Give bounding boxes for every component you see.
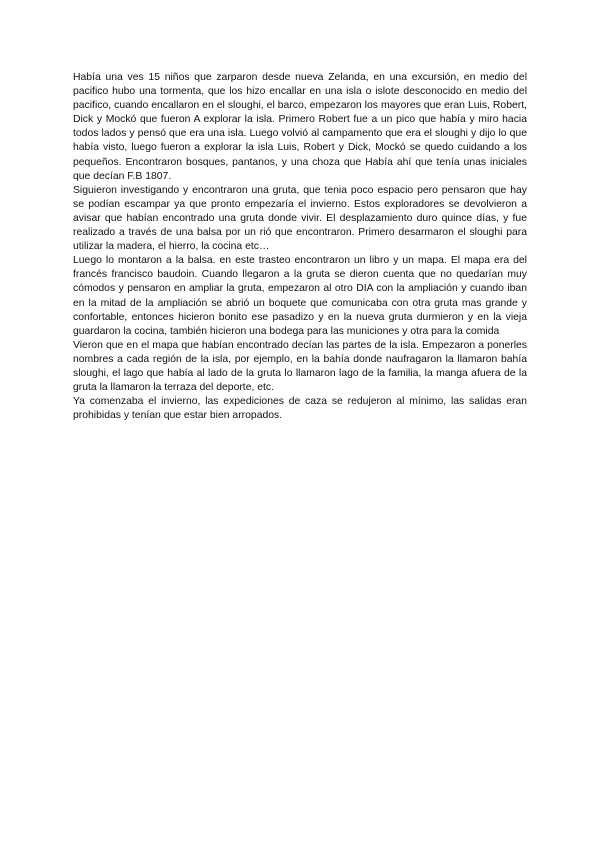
paragraph-4: Vieron que en el mapa que habían encontrado decían las partes de la isla. Empezaron a ponerles nombres a cada región de la isla, por ejemplo, en la bahía donde naufragaron la llamaron bahía sloughi, el lago que había al lado de la gruta lo llamaron lago de la familia, la manga afuera de la gruta la llamaron la terraza del deporte, etc. [73,339,527,394]
paragraph-2: Siguieron investigando y encontraron una gruta, que tenia poco espacio pero pensaron que hay se podían escampar ya que pronto empezaría el invierno. Estos exploradores se devolvieron a avisar que habían encontrado una gruta donde vivir. El desplazamiento duro quince días, y fue realizado a través de una balsa por un rió que encontraron. Primero desarmaron el sloughi para utilizar la madera, el hierro, la cocina etc… [73,184,527,253]
paragraph-5: Ya comenzaba el invierno, las expediciones de caza se redujeron al mínimo, las salidas eran prohibidas y tenían que estar bien arropados. [73,396,527,422]
paragraph-3: Luego lo montaron a la balsa. en este trasteo encontraron un libro y un mapa. El mapa era del francés francisco baudoin. Cuando llegaron a la gruta se dieron cuenta que no quedarían muy cómodos y pensaron en ampliar la gruta, empezaron al otro DIA con la ampliación y cuando iban en la mitad de la ampliación se abrió un boquete que comunicaba con otra gruta mas grande y confortable, entonces hicieron bonito ese pasadizo y en la nueva gruta durmieron y en la vieja guardaron la cocina, también hicieron una bodega para las municiones y otra para la comida [73,255,527,337]
document-body [73,71,527,423]
paragraph-1: Había una ves 15 niños que zarparon desde nueva Zelanda, en una excursión, en medio del pacifico hubo una tormenta, que los hizo encallar en una isla o islote desconocido en medio del pacifico, cuando encallaron en el sloughi, el barco, empezaron los mayores que eran Luis, Robert, Dick y Mockó que fueron A explorar la isla. Primero Robert fue a un pico que había y miro hacia todos lados y pensó que era una isla. Luego volvió al campamento que era el sloughi y dijo lo que había visto, luego fueron a explorar la isla Luis, Robert y Dick, Mockó se quedo cuidando a los pequeños. Encontraron bosques, pantanos, y una choza que Había ahí que tenía unas iniciales que decían F.B 1807. [73,72,527,182]
